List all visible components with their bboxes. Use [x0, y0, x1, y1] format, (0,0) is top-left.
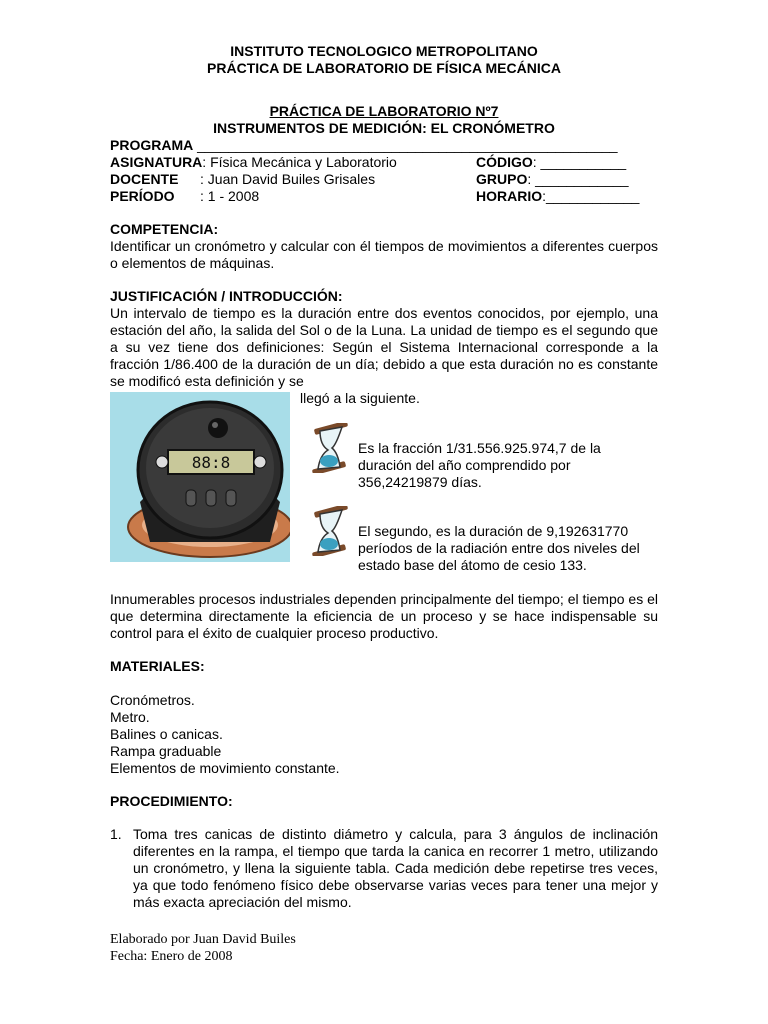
- institute-title: INSTITUTO TECNOLOGICO METROPOLITANO: [230, 43, 538, 59]
- grupo-value: : ____________: [527, 171, 629, 187]
- periodo-value: : 1 - 2008: [200, 188, 260, 204]
- hourglass-icon: [308, 506, 352, 556]
- horario-value: :____________: [542, 188, 640, 204]
- document-subtitle: PRÁCTICA DE LABORATORIO DE FÍSICA MECÁNICA: [207, 60, 561, 76]
- horario-label: HORARIO: [476, 188, 543, 204]
- step-text: Toma tres canicas de distinto diámetro y calcula, para 3 ángulos de inclinación diferentes en la rampa, el tiempo que tarda la canica en recorrer 1 metro, utilizando un cronómetro, y llena la siguiente tabla. Cada medición debe repetirse tres veces, ya que todo fenómeno físico debe observarse varias veces para tener una mejor y más exacta apreciación del mismo.: [133, 826, 658, 910]
- justificacion-paragraph-2: Innumerables procesos industriales dependen principalmente del tiempo; el tiempo es el que determina directamente la eficiencia de un proceso y se hace indispensable su control para el éxito de cualquier proceso productivo.: [110, 591, 658, 641]
- codigo-value: : ___________: [532, 154, 627, 170]
- horario-row: [476, 188, 639, 205]
- competencia-heading: COMPETENCIA:: [110, 221, 219, 237]
- periodo-label: PERÍODO: [110, 188, 175, 204]
- asignatura-label: ASIGNATURA: [110, 154, 203, 170]
- docente-row: [110, 171, 375, 188]
- programa-label: PROGRAMA: [110, 137, 194, 153]
- grupo-label: GRUPO: [476, 171, 528, 187]
- periodo-row: [110, 188, 259, 205]
- stopwatch-image: [110, 392, 290, 562]
- materiales-heading: MATERIALES:: [110, 658, 205, 674]
- competencia-text: Identificar un cronómetro y calcular con él tiempos de movimientos a diferentes cuerpos o elementos de máquinas.: [110, 238, 658, 271]
- list-item: Cronómetros.: [110, 692, 195, 708]
- codigo-row: [476, 154, 626, 171]
- procedimiento-heading: PROCEDIMIENTO:: [110, 793, 233, 809]
- footer-date: Fecha: Enero de 2008: [110, 949, 233, 964]
- definition-1: Es la fracción 1/31.556.925.974,7 de la duración del año comprendido por 356,24219879 días.: [358, 440, 601, 490]
- definition-2: El segundo, es la duración de 9,192631770 períodos de la radiación entre dos niveles del estado base del átomo de cesio 133.: [358, 523, 640, 573]
- programa-value: ______________________________________________________: [193, 137, 618, 153]
- docente-value: : Juan David Builes Grisales: [200, 171, 376, 187]
- justificacion-text: Un intervalo de tiempo es la duración entre dos eventos conocidos, por ejemplo, una estación del año, la salida del Sol o de la Luna. La unidad de tiempo es el segundo que a su vez tiene dos definiciones: Según el Sistema Internacional corresponde a la fracción 1/86.400 de la duración de un día; debido a que esta duración no es constante se modificó esta definición y se: [110, 305, 658, 389]
- step-number: 1.: [110, 826, 122, 842]
- stopwatch-illustration: [110, 392, 290, 562]
- list-item: Metro.: [110, 709, 150, 725]
- hourglass-icon: [308, 423, 352, 473]
- stopwatch-display: 88:8: [191, 453, 231, 472]
- footer-author: Elaborado por Juan David Builes: [110, 932, 296, 947]
- practice-topic: INSTRUMENTOS DE MEDICIÓN: EL CRONÓMETRO: [213, 120, 555, 136]
- list-item: Elementos de movimiento constante.: [110, 760, 340, 776]
- justificacion-heading: JUSTIFICACIÓN / INTRODUCCIÓN:: [110, 288, 343, 304]
- codigo-label: CÓDIGO: [476, 154, 533, 170]
- practice-number: PRÁCTICA DE LABORATORIO Nº7: [269, 103, 499, 119]
- docente-label: DOCENTE: [110, 171, 179, 187]
- asignatura-value: : Física Mecánica y Laboratorio: [202, 154, 397, 170]
- grupo-row: [476, 171, 629, 188]
- list-item: Rampa graduable: [110, 743, 222, 759]
- justificacion-continuation: llegó a la siguiente.: [300, 390, 420, 406]
- programa-row: [110, 137, 618, 154]
- list-item: Balines o canicas.: [110, 726, 223, 742]
- materiales-list: [110, 692, 340, 777]
- asignatura-row: [110, 154, 397, 171]
